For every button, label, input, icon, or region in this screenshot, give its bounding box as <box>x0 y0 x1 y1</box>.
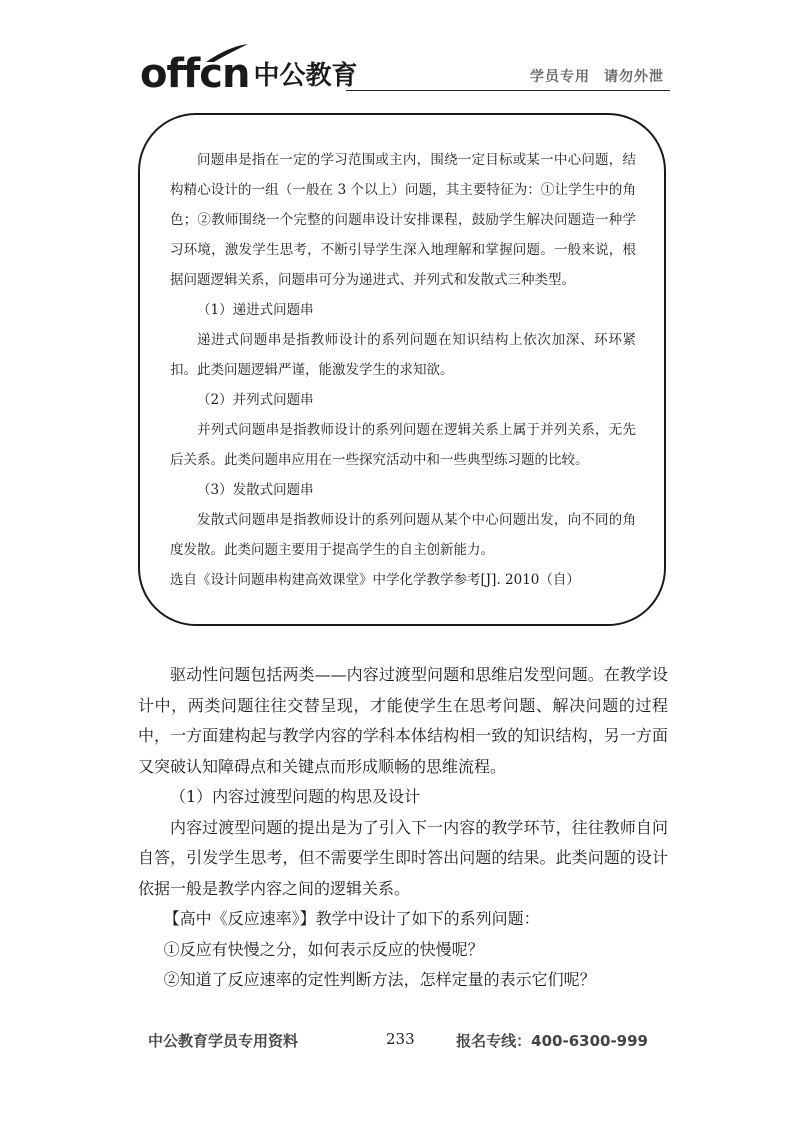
quote-heading-parallel: （2）并列式问题串 <box>197 392 314 408</box>
page-number: 233 <box>386 1030 415 1048</box>
header-confidential-tag <box>530 66 664 86</box>
logo-text-cn: 中公教育 <box>253 61 358 91</box>
header-divider <box>346 90 670 91</box>
quote-heading-divergent: （3）发散式问题串 <box>197 482 314 498</box>
footer-hotline: 报名专线：400-6300-999 <box>456 1032 648 1050</box>
quote-paragraph-parallel: 并列式问题串是指教师设计的系列问题在逻辑关系上属于并列关系，无先后关系。此类问题串应用在一些探究活动中和一些典型练习题的比较。 <box>170 422 636 468</box>
body-paragraph-content-transition: 内容过渡型问题的提出是为了引入下一内容的教学环节，往往教师自问自答，引发学生思考，但不需要学生即时答出问题的结果。此类问题的设计依据一般是教学内容之间的逻辑关系。 <box>138 817 668 898</box>
quote-heading-progressive: （1）递进式问题串 <box>197 302 314 318</box>
offcn-logo <box>140 46 358 97</box>
quote-paragraph-progressive: 递进式问题串是指教师设计的系列问题在知识结构上依次加深、环环紧扣。此类问题逻辑严谨，能激发学生的求知欲。 <box>170 332 636 378</box>
quote-source: 选自《设计问题串构建高效课堂》中学化学教学参考[J]. 2010（自） <box>170 572 580 588</box>
body-paragraph-intro: 驱动性问题包括两类——内容过渡型问题和思维启发型问题。在教学设计中，两类问题往往交替呈现，才能使学生在思考问题、解决问题的过程中，一方面建构起与教学内容的学科本体结构相一致的知识结构，另一方面又突破认知障碍点和关键点而形成顺畅的思维流程。 <box>138 665 668 776</box>
body-question-2: ②知道了反应速率的定性判断方法，怎样定量的表示它们呢？ <box>163 970 596 989</box>
tag-no-leak: 请勿外泄 <box>604 69 664 85</box>
page-footer <box>140 1030 670 1054</box>
body-example-title: 【高中《反应速率》】教学中设计了如下的系列问题： <box>163 909 540 928</box>
quote-paragraph-intro: 问题串是指在一定的学习范围或主内，围绕一定目标或某一中心问题，结构精心设计的一组（一般在 3 个以上）问题，其主要特征为：①让学生中的角色；②教师围绕一个完整的问题串设计安排课程，鼓励学生解决问题造一种学习环境，激发学生思考，不断引导学生深入地理解和掌握问题。一般来说，根据问题逻辑关系，问题串可分为递进式、并列式和发散式三种类型。 <box>170 152 636 288</box>
main-body <box>138 660 668 996</box>
quote-paragraph-divergent: 发散式问题串是指教师设计的系列问题从某个中心问题出发，向不同的角度发散。此类问题主要用于提高学生的自主创新能力。 <box>170 512 636 558</box>
page-header <box>140 46 670 97</box>
footer-material-label: 中公教育学员专用资料 <box>148 1032 299 1050</box>
body-question-1: ①反应有快慢之分，如何表示反应的快慢呢？ <box>163 939 484 959</box>
quote-box <box>138 113 666 626</box>
logo-text-en: offcn <box>140 51 250 97</box>
logo-swoosh-icon <box>204 42 250 64</box>
tag-students-only: 学员专用 <box>530 69 590 85</box>
body-heading-content-transition: （1）内容过渡型问题的构思及设计 <box>170 787 421 806</box>
